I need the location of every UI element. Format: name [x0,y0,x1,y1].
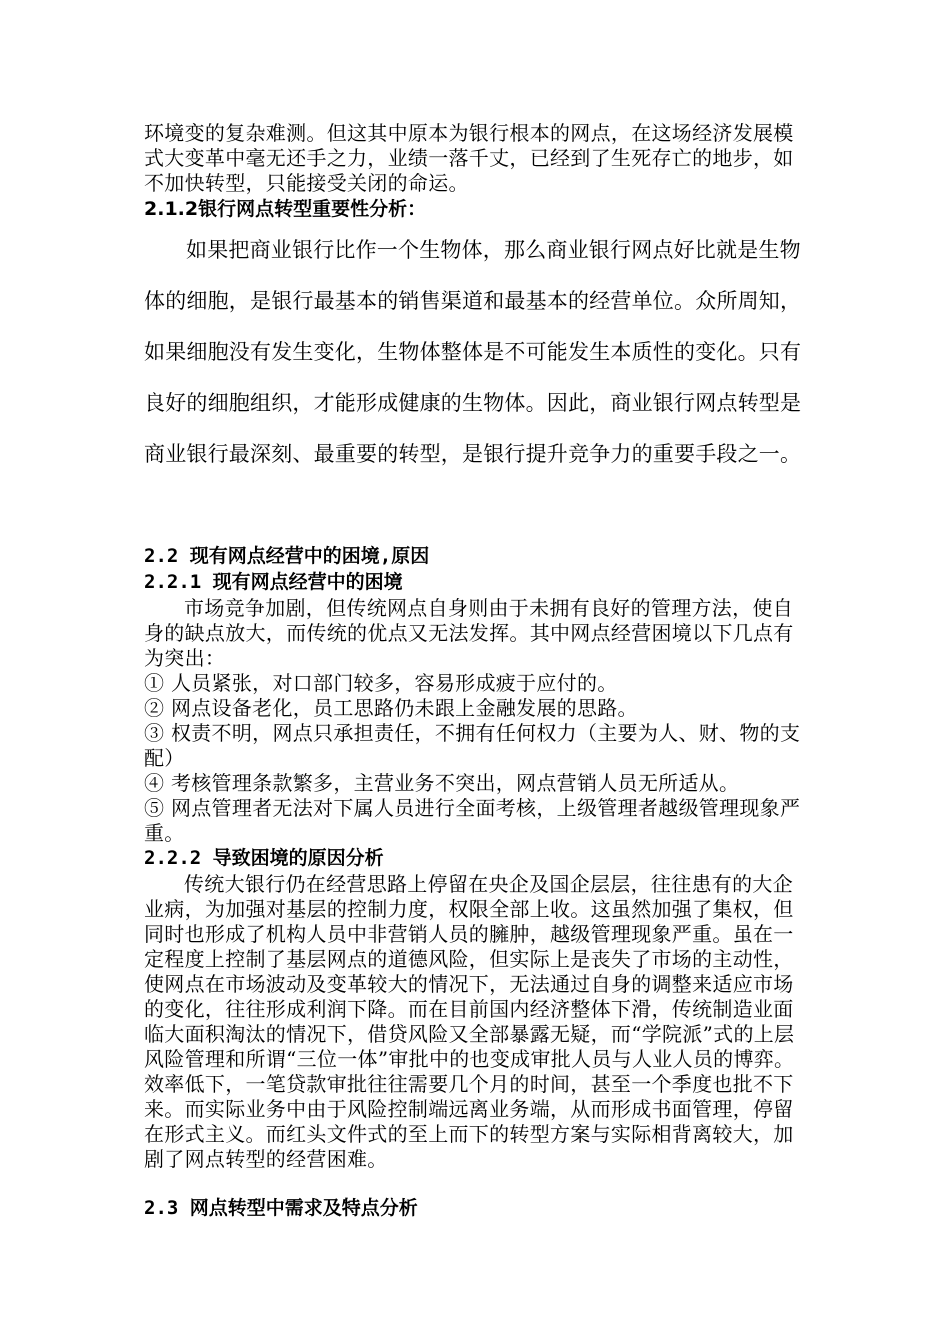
paragraph-intro: 环境变的复杂难测。但这其中原本为银行根本的网点，在这场经济发展模式大变革中毫无还手之力，业绩一落千丈，已经到了生死存亡的地步，如不加快转型，只能接受关闭的命运。 [144,121,794,195]
paragraph-dilemma: 市场竞争加剧，但传统网点自身则由于未拥有良好的管理方法，使自身的缺点放大，而传统的优点又无法发挥。其中网点经营困境以下几点有为突出： [144,596,794,670]
list-item: ① 人员紧张，对口部门较多，容易形成疲于应付的。 [144,671,618,695]
heading-2-3: 2.3 网点转型中需求及特点分析 [144,1197,418,1219]
heading-2-2-1: 2.2.1 现有网点经营中的困境 [144,571,403,593]
heading-2-2: 2.2 现有网点经营中的困境,原因 [144,545,430,567]
paragraph-causes: 传统大银行仍在经营思路上停留在央企及国企层层，往往患有的大企业病，为加强对基层的控制力度，权限全部上收。这虽然加强了集权，但同时也形成了机构人员中非营销人员的臃肿，越级管理现象严重。虽在一定程度上控制了基层网点的道德风险，但实际上是丧失了市场的主动性，使网点在市场波动及变革较大的情况下，无法通过自身的调整来适应市场的变化，往往形成利润下降。而在目前国内经济整体下滑，传统制造业面临大面积淘汰的情况下，借贷风险又全部暴露无疑，而“学院派”式的上层风险管理和所谓“三位一体”审批中的也变成审批人员与人业人员的博弈。效率低下，一笔贷款审批往往需要几个月的时间，甚至一个季度也批不下来。而实际业务中由于风险控制端远离业务端，从而形成书面管理，停留在形式主义。而红头文件式的至上而下的转型方案与实际相背离较大，加剧了网点转型的经营困难。 [144,872,795,1171]
heading-2-2-2: 2.2.2 导致困境的原因分析 [144,847,384,869]
list-item: ④ 考核管理条款繁多，主营业务不突出，网点营销人员无所适从。 [144,771,740,795]
paragraph-importance: 如果把商业银行比作一个生物体，那么商业银行网点好比就是生物体的细胞，是银行最基本的销售渠道和最基本的经营单位。众所周知，如果细胞没有发生变化，生物体整体是不可能发生本质性的变化。只有良好的细胞组织，才能形成健康的生物体。因此，商业银行网点转型是商业银行最深刻、最重要的转型，是银行提升竞争力的重要手段之一。 [144,238,802,466]
dilemma-list [144,671,809,846]
list-item: ③ 权责不明，网点只承担责任，不拥有任何权力（主要为人、财、物的支配） [144,721,801,770]
heading-2-1-2: 2.1.2银行网点转型重要性分析： [144,198,427,220]
list-item: ⑤ 网点管理者无法对下属人员进行全面考核，上级管理者越级管理现象严重。 [144,796,801,845]
list-item: ② 网点设备老化，员工思路仍未跟上金融发展的思路。 [144,696,638,720]
